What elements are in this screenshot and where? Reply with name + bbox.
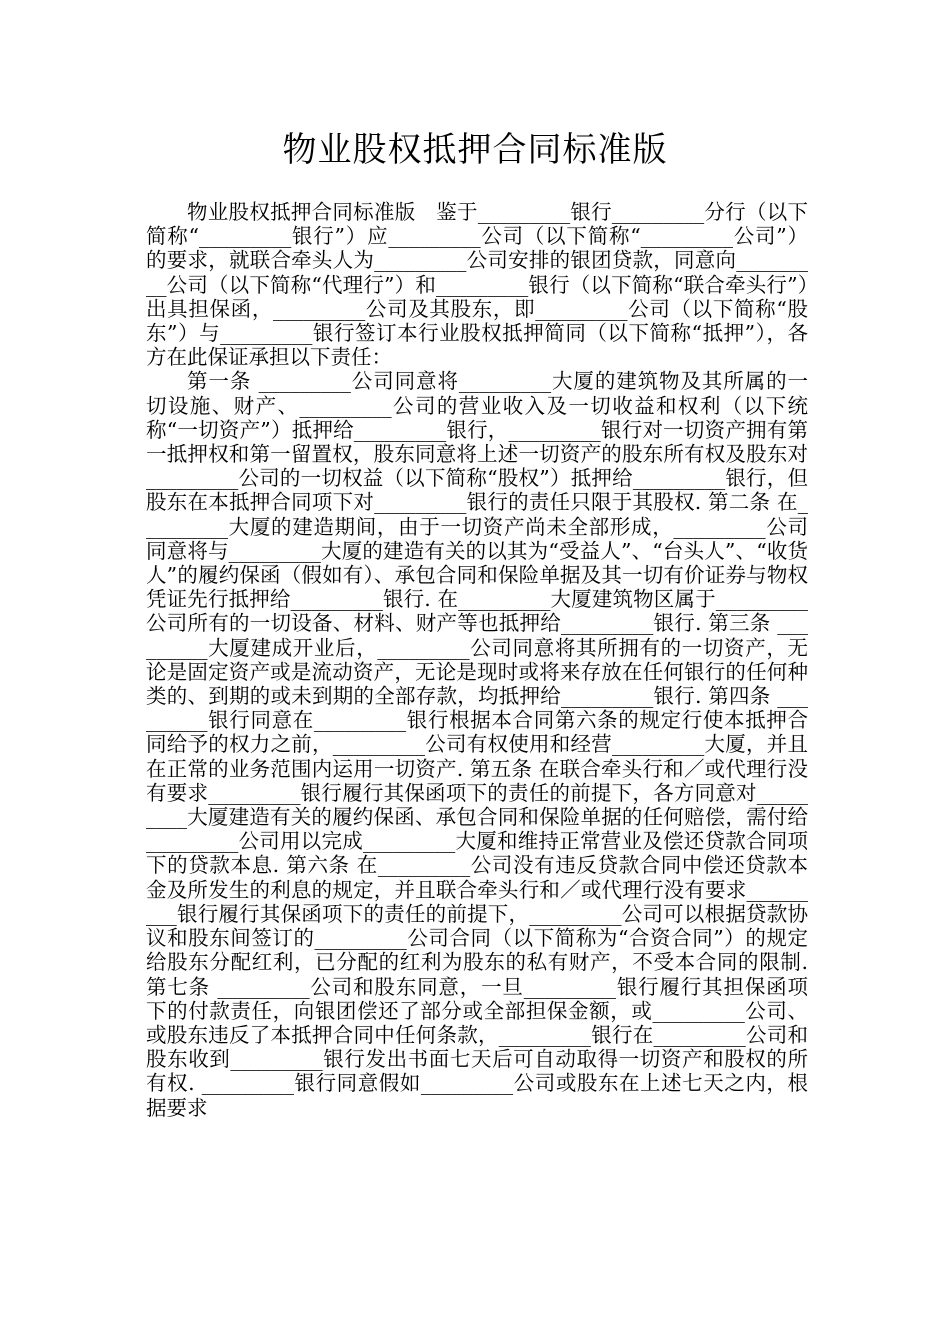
paragraph-articles: 第一条 _________公司同意将_________大厦的建筑物及其所属的一切设施、财产、_________公司的营业收入及一切收益和权利（以下统称“一切资产”）抵押给_________银行，_________银行对一切资产拥有第一抵押权和第一留置权，股东同意将上述一切资产的股东所有权及股东对_________公司的一切权益（以下简称“股权”）抵押给_________银行，但股东在本抵押合同项下对_________银行的责任只限于其股权. 第二条 在_________大厦的建造期间，由于一切资产尚未全部形成，_________公司同意将与_________大厦的建造有关的以其为“受益人”、“台头人”、“收货人”的履约保函（假如有）、承包合同和保险单据及其一切有价证券与物权凭证先行抵押给_________银行. 在_________大厦建筑物区属于_________公司所有的一切设备、材料、财产等也抵押给_________银行. 第三条 _________大厦建成开业后，_________公司同意将其所拥有的一切资产，无论是固定资产或是流动资产，无论是现时或将来存放在任何银行的任何种类的、到期的或未到期的全部存款，均抵押给_________银行. 第四条 _________银行同意在_________银行根据本合同第六条的规定行使本抵押合同给予的权力之前，_________公司有权使用和经营_________大厦，并且在正常的业务范围内运用一切资产. 第五条 在联合牵头行和／或代理行没有要求_________银行履行其保函项下的责任的前提下，各方同意对_________大厦建造有关的履约保函、承包合同和保险单据的任何赔偿，需付给_________公司用以完成_________大厦和维持正常营业及偿还贷款合同项下的贷款本息. 第六条 在_________公司没有违反贷款合同中偿还贷款本金及所发生的利息的规定，并且联合牵头行和／或代理行没有要求_________银行履行其保函项下的责任的前提下，_________公司可以根据贷款协议和股东间签订的_________公司合同（以下简称为“合资合同”）的规定给股东分配红利，已分配的红利为股东的私有财产，不受本合同的限制. 第七条 _________公司和股东同意，一旦_________银行履行其担保函项下的付款责任，向银团偿还了部分或全部担保金额，或_________公司、或股东违反了本抵押合同中任何条款，_________银行在_________公司和股东收到_________银行发出书面七天后可自动取得一切资产和股权的所有权. _________银行同意假如_________公司或股东在上述七天之内，根据要求 xyxy=(146,369,808,1120)
document-title: 物业股权抵押合同标准版 xyxy=(282,130,668,170)
document-body xyxy=(146,200,808,1120)
paragraph-preamble: 物业股权抵押合同标准版 鉴于_________银行_________分行（以下简称“_________银行”）应_________公司（以下简称“_________公司”）的要求，就联合牵头人为_________公司安排的银团贷款，同意向_________公司（以下简称“代理行”）和_________银行（以下简称“联合牵头行”）出具担保函，_________公司及其股东，即_________公司（以下简称“股东”）与_________银行签订本行业股权抵押简同（以下简称“抵押”），各方在此保证承担以下责任： xyxy=(146,200,808,370)
